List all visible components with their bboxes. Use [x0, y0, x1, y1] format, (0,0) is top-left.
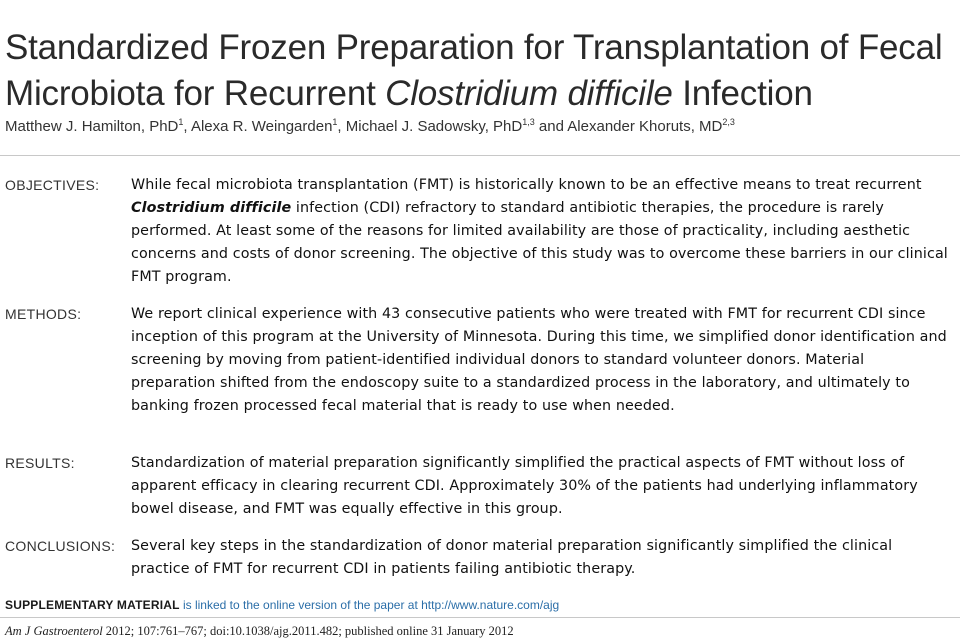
- title-part1: Standardized Frozen Preparation for Transplantation of Fecal Microbiota for Recurrent: [5, 28, 943, 114]
- divider: [0, 617, 960, 618]
- author-name: Michael J. Sadowsky, PhD: [345, 118, 523, 135]
- supplementary-link-text[interactable]: is linked to the online version of the paper at http://www.nature.com/ajg: [179, 598, 560, 612]
- supplementary-label: SUPPLEMENTARY MATERIAL: [5, 598, 180, 612]
- methods-text: We report clinical experience with 43 consecutive patients who were treated with FMT for recurrent CDI since inception of this program at the University of Minnesota. During this time, we simplified donor identification and screening by moving from patient-identified individual donors to standard volunteer donors. Material preparation shifted from the endoscopy suite to a standardized process in the laboratory, and ultimately to banking frozen processed fecal material that is ready to use when needed.: [131, 306, 947, 414]
- conclusions-text: Several key steps in the standardization of donor material preparation significantly simplified the clinical practice of FMT for recurrent CDI in patients failing antibiotic therapy.: [131, 538, 893, 577]
- author-name: Matthew J. Hamilton, PhD: [5, 118, 179, 135]
- paper-title: [5, 25, 955, 117]
- results-label: RESULTS:: [5, 455, 75, 471]
- objectives-text-a: While fecal microbiota transplantation (FMT) is historically known to be an effective means to treat recurrent: [131, 177, 922, 193]
- author-separator: ,: [337, 118, 346, 135]
- author-name: Alexa R. Weingarden: [190, 118, 333, 135]
- title-italic: Clostridium difficile: [385, 74, 673, 114]
- author-affiliation: 1: [178, 117, 184, 127]
- author-affiliation: 2,3: [722, 117, 735, 127]
- objectives-label: OBJECTIVES:: [5, 177, 100, 193]
- author-list: [5, 118, 735, 135]
- author-name: Alexander Khoruts, MD: [567, 118, 723, 135]
- author-affiliation: 1,3: [522, 117, 535, 127]
- title-part2: Infection: [672, 74, 813, 114]
- conclusions-label: CONCLUSIONS:: [5, 538, 116, 554]
- citation-line: [5, 624, 514, 639]
- author-affiliation: 1: [332, 117, 338, 127]
- results-text: Standardization of material preparation significantly simplified the practical aspects of FMT without loss of apparent efficacy in clearing recurrent CDI. Approximately 30% of the patients had underlying inflammatory bowel disease, and FMT was equally effective in this group.: [131, 455, 918, 517]
- methods-label: METHODS:: [5, 306, 82, 322]
- objectives-text: [131, 174, 951, 289]
- author-separator: ,: [183, 118, 191, 135]
- supplementary-note: [5, 598, 559, 612]
- journal-name: Am J Gastroenterol: [5, 624, 103, 638]
- objectives-text-b: infection (CDI) refractory to standard antibiotic therapies, the procedure is rarely performed. At least some of the reasons for limited availability are those of practicality, including aesthetic concerns and costs of donor screening. The objective of this study was to overcome these barriers in our clinical FMT program.: [131, 200, 948, 285]
- author-separator: and: [534, 118, 568, 135]
- objectives-text-italic: Clostridium difficile: [131, 200, 292, 216]
- citation-details: 2012; 107:761–767; doi:10.1038/ajg.2011.482; published online 31 January 2012: [102, 624, 514, 638]
- divider: [0, 155, 960, 156]
